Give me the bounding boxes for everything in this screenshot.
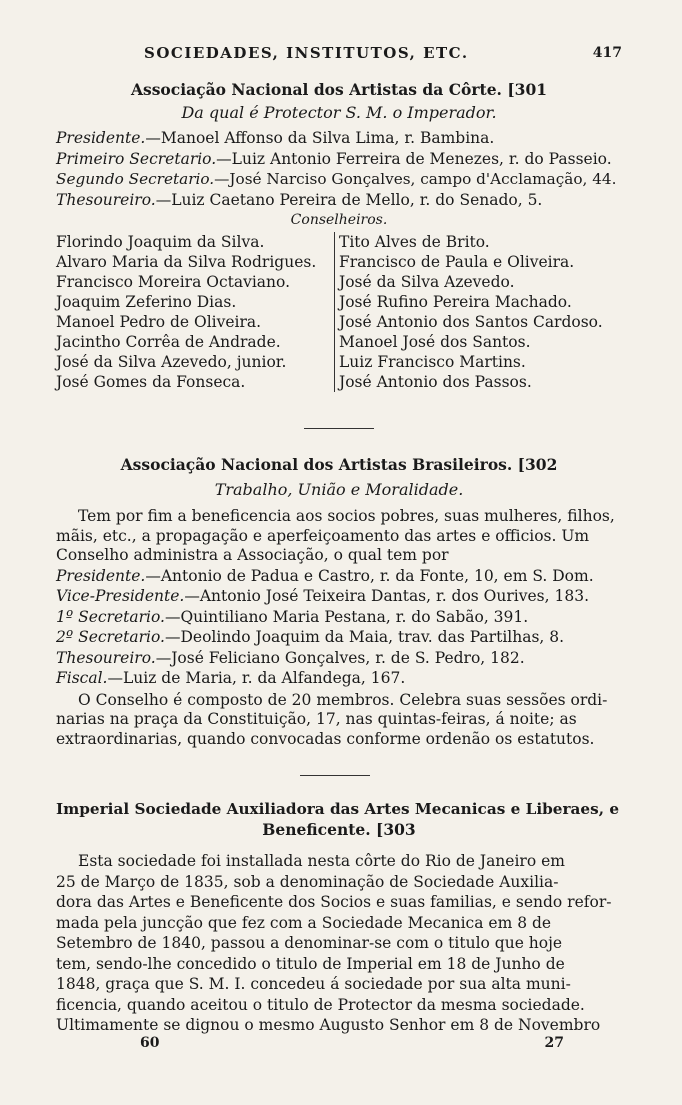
officer-row: Thesoureiro.—José Feliciano Gonçalves, r. de S. Pedro, 182. <box>56 648 525 667</box>
officer-row: Segundo Secretario.—José Narciso Gonçalves, campo d'Acclamação, 44. <box>56 170 617 188</box>
council-member: Luiz Francisco Martins. <box>339 353 526 371</box>
council-member: José Rufino Pereira Machado. <box>339 293 572 311</box>
officer-row: Presidente.—Manoel Affonso da Silva Lima, r. Bambina. <box>56 129 495 147</box>
council-member: Jacintho Corrêa de Andrade. <box>56 333 281 351</box>
officer-list <box>56 566 622 689</box>
section-301 <box>56 80 622 392</box>
council-member: Joaquim Zeferino Dias. <box>56 293 237 311</box>
officer-row: Fiscal.—Luiz de Maria, r. da Alfandega, 167. <box>56 669 406 687</box>
running-head <box>56 44 622 68</box>
officer-row: Thesoureiro.—Luiz Caetano Pereira de Mello, r. do Senado, 5. <box>56 190 543 209</box>
council-columns <box>56 232 622 392</box>
section-301-subtitle: Da qual é Protector S. M. o Imperador. <box>181 103 497 122</box>
council-member: Francisco de Paula e Oliveira. <box>339 253 575 271</box>
section-303-title-line-2: Beneficente. [303 <box>262 820 416 839</box>
section-303 <box>56 800 622 1036</box>
officer-row: Vice-Presidente.—Antonio José Teixeira Dantas, r. dos Ourives, 183. <box>56 587 589 605</box>
council-member: Florindo Joaquim da Silva. <box>56 233 265 251</box>
officer-list <box>56 128 622 210</box>
council-label: Conselheiros. <box>290 212 388 228</box>
section-302-motto: Trabalho, União e Moralidade. <box>214 480 464 499</box>
officer-row: 1º Secretario.—Quintiliano Maria Pestana, r. do Sabão, 391. <box>56 607 529 626</box>
council-member: Francisco Moreira Octaviano. <box>56 273 291 291</box>
section-303-body: Esta sociedade foi installada nesta côrte do Rio de Janeiro em 25 de Março de 1835, sob a denominação de Sociedade Auxilia- dora das Artes e Beneficente dos Socios e suas familias, e sendo refor- mada pela juncção que fez com a Sociedade Mecanica em 8 de Setembro de 1840, passou a denominar-se com o titulo que hoje tem, sendo-lhe concedido o titulo de Imperial em 18 de Junho de 1848, graça que S. M. I. concedeu á sociedade por sua alta muni- ficencia, quando aceitou o titulo de Protector da mesma sociedade. Ultimamente se dignou o mesmo Augusto Senhor em 8 de Novembro <box>56 852 612 1034</box>
section-303-title-line-1: Imperial Sociedade Auxiliadora das Artes Mecanicas e Liberaes, e <box>56 800 620 818</box>
council-member: Manoel José dos Santos. <box>339 333 531 351</box>
officer-row: 2º Secretario.—Deolindo Joaquim da Maia, trav. das Partilhas, 8. <box>56 628 565 646</box>
running-title: SOCIEDADES, INSTITUTOS, ETC. <box>144 44 469 62</box>
council-member: Alvaro Maria da Silva Rodrigues. <box>56 253 317 271</box>
council-right-column <box>334 232 622 392</box>
section-301-title: Associação Nacional dos Artistas da Côrte. [301 <box>130 80 548 99</box>
officer-row: Presidente.—Antonio de Padua e Castro, r. da Fonte, 10, em S. Dom. <box>56 566 594 585</box>
council-member: Manoel Pedro de Oliveira. <box>56 313 262 331</box>
page <box>56 0 622 1105</box>
sheet-number: 27 <box>544 1035 564 1051</box>
page-number: 417 <box>592 45 622 61</box>
council-member: José da Silva Azevedo, junior. <box>56 353 287 371</box>
section-302 <box>56 455 622 749</box>
council-member: Tito Alves de Brito. <box>339 233 490 251</box>
council-member: José da Silva Azevedo. <box>339 273 515 291</box>
section-divider <box>300 775 370 776</box>
council-left-column <box>56 232 334 392</box>
council-member: José Gomes da Fonseca. <box>56 373 246 391</box>
section-divider <box>304 428 374 429</box>
council-member: José Antonio dos Passos. <box>339 373 532 391</box>
signature-mark: 60 <box>140 1035 160 1051</box>
section-302-closing: O Conselho é composto de 20 membros. Celebra suas sessões ordi- narias na praça da Constituição, 17, nas quintas-feiras, á noite; as extraordinarias, quando convocadas conforme ordenão os estatutos. <box>56 690 608 748</box>
section-302-intro: Tem por fim a beneficencia aos socios pobres, suas mulheres, filhos, mãis, etc., a propagação e aperfeiçoamento das artes e officios. Um Conselho administra a Associação, o qual tem por <box>56 507 615 564</box>
section-302-title: Associação Nacional dos Artistas Brasileiros. [302 <box>120 455 558 474</box>
council-member: José Antonio dos Santos Cardoso. <box>339 313 603 331</box>
officer-row: Primeiro Secretario.—Luiz Antonio Ferreira de Menezes, r. do Passeio. <box>56 149 612 168</box>
